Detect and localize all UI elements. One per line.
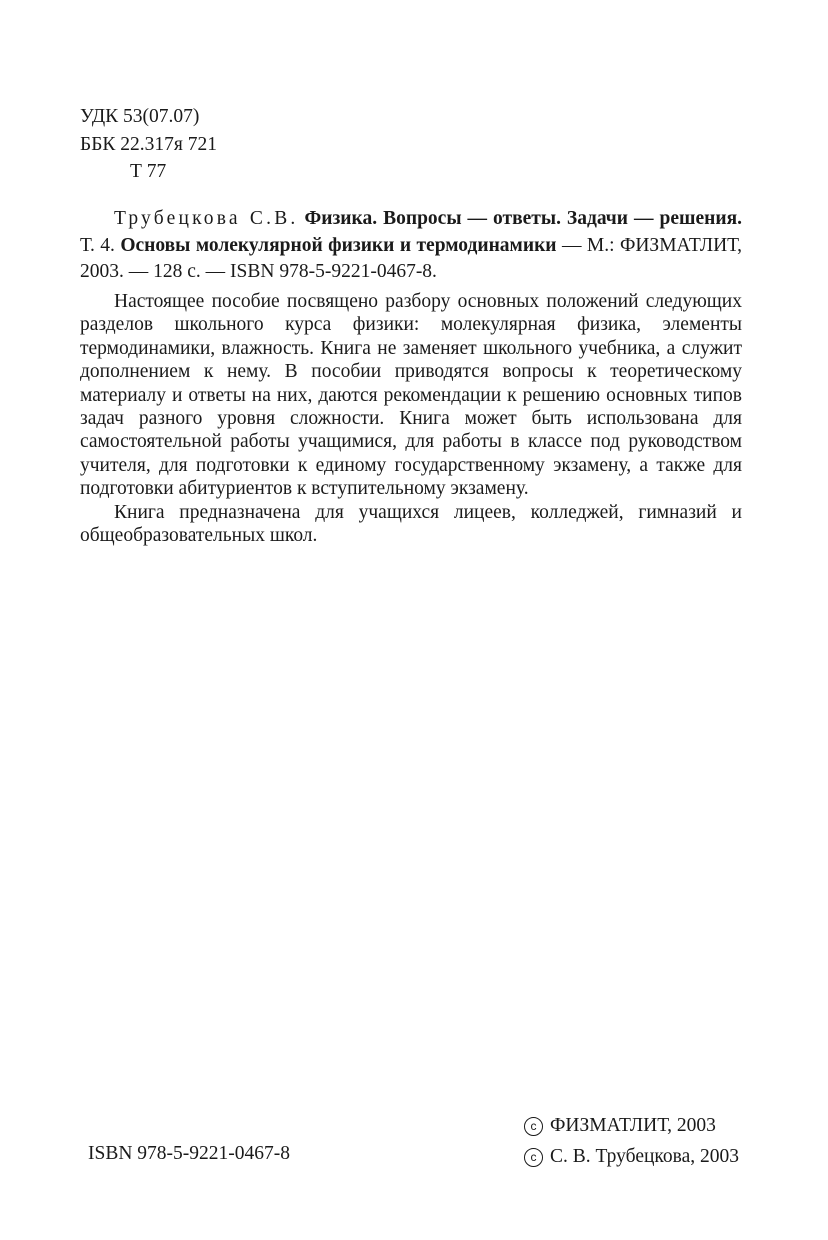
volume-title: Основы молекулярной физики и термодинамики <box>120 234 557 256</box>
copyright-publisher-line <box>524 1110 739 1141</box>
copyright-author: С. В. Трубецкова, 2003 <box>550 1146 740 1167</box>
bibliographic-paragraph <box>80 206 742 286</box>
classification-block <box>80 103 217 186</box>
udk-code: УДК 53(07.07) <box>80 106 200 127</box>
annotation-paragraph-1: Настоящее пособие посвящено разбору основных положений следующих разделов школьного курса физики: молекулярная физика, элементы термодинамики, влажность. Книга не заменяет школьного учебника, а служит дополнением к нему. В пособии приводятся вопросы к теоретическому материалу и ответы на них, даются рекомендации к решению основных типов задач разного уровня сложности. Книга может быть использована для самостоятельной работы учащимися, для работы в классе под руководством учителя, для подготовки к единому государственному экзамену, а также для подготовки абитуриентов к вступительному экзамену. <box>80 291 742 500</box>
copyright-icon: c <box>524 1148 543 1167</box>
bbk-code: ББК 22.317я 721 <box>80 133 217 155</box>
copyright-author-line <box>524 1141 739 1172</box>
annotation <box>80 290 742 547</box>
copyright-block <box>524 1110 739 1172</box>
imprint: — М.: ФИЗМАТЛИТ, 2003. — 128 с. — ISBN 978-5-9221-0467-8. <box>80 234 742 282</box>
copyright-icon: c <box>524 1117 543 1136</box>
bibliographic-record <box>80 206 742 286</box>
volume-number: Т. 4. <box>80 234 115 256</box>
copyright-publisher: ФИЗМАТЛИТ, 2003 <box>550 1115 716 1136</box>
book-title: Физика. Вопросы — ответы. Задачи — решения. <box>304 208 743 229</box>
author-name: Трубецкова С.В. <box>114 208 299 229</box>
annotation-paragraph-2: Книга предназначена для учащихся лицеев, колледжей, гимназий и общеобразовательных школ. <box>80 501 742 547</box>
isbn: ISBN 978-5-9221-0467-8 <box>88 1143 291 1164</box>
author-mark: Т 77 <box>130 161 167 182</box>
